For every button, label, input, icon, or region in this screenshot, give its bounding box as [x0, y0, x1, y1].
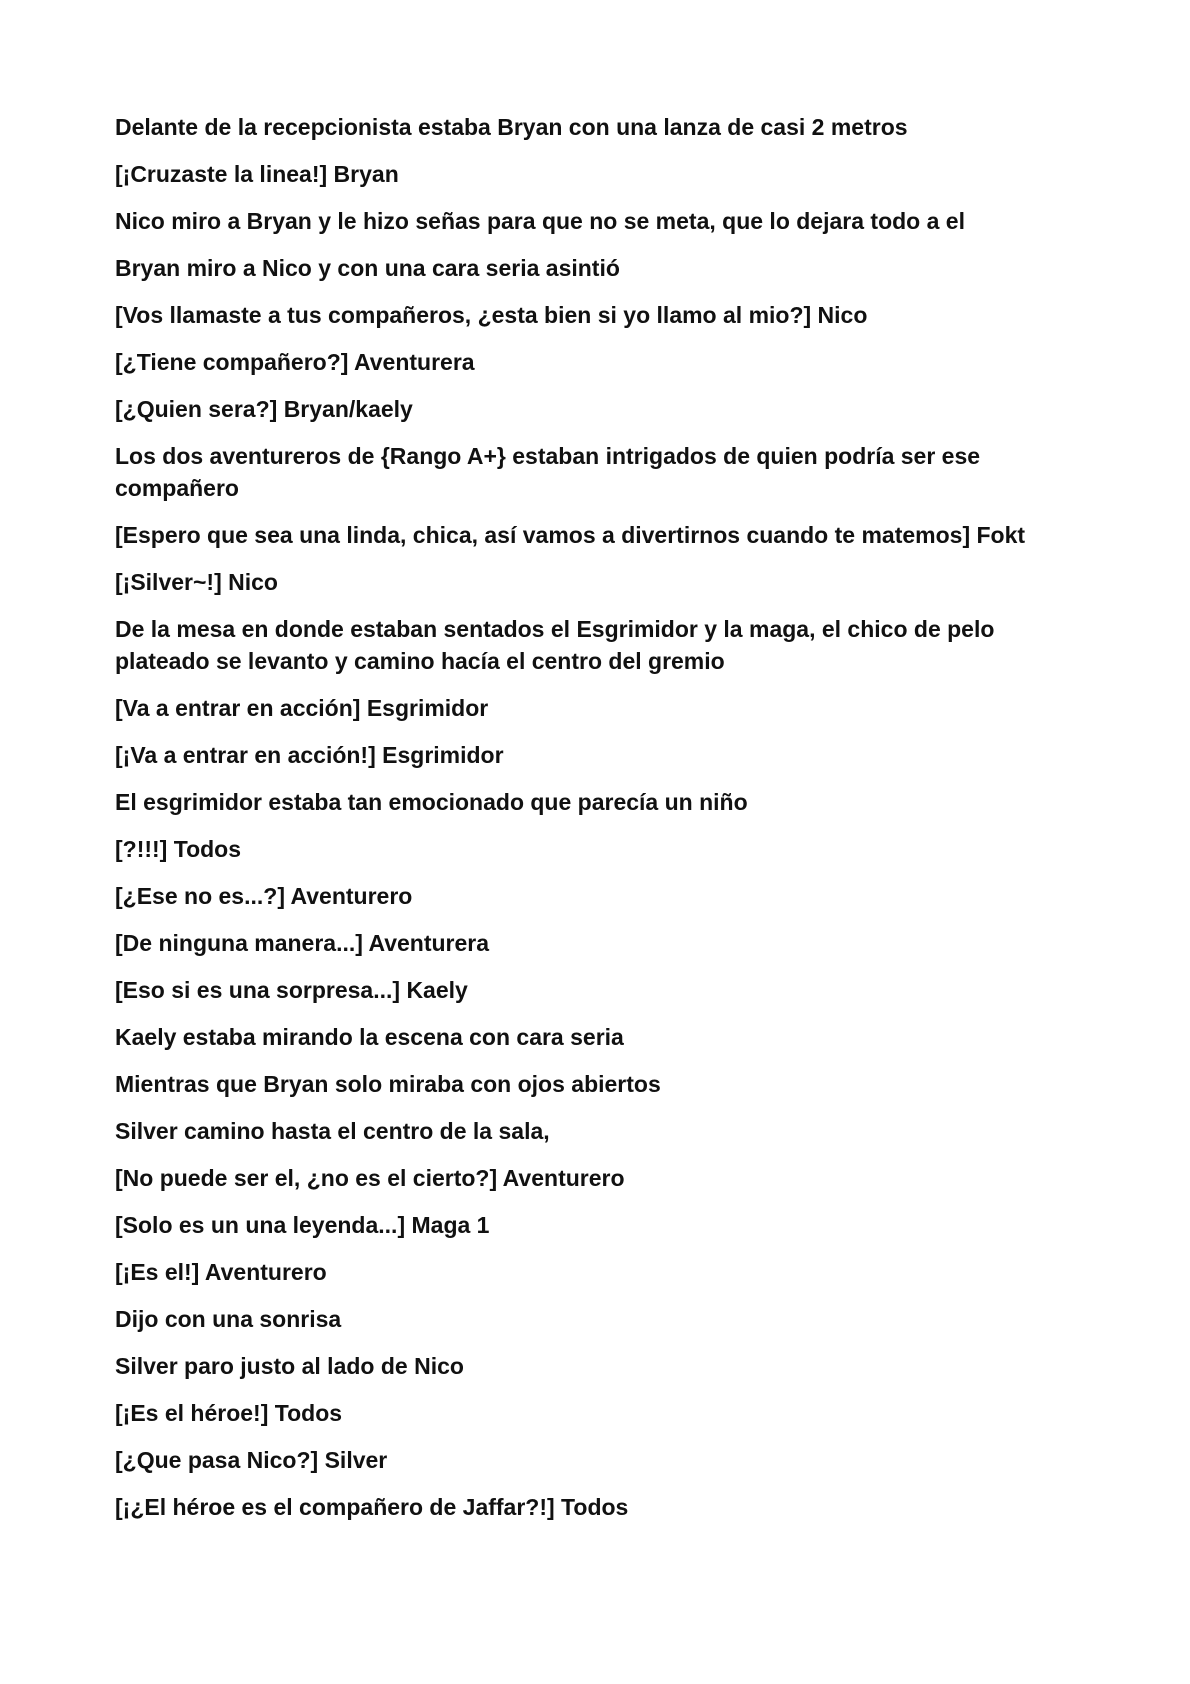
document-body — [115, 111, 1080, 1538]
paragraph: [¡Es el héroe!] Todos — [115, 1400, 343, 1426]
paragraph: Mientras que Bryan solo miraba con ojos abiertos — [115, 1071, 661, 1097]
paragraph: [¿Que pasa Nico?] Silver — [115, 1447, 388, 1473]
paragraph: Silver camino hasta el centro de la sala, — [115, 1118, 550, 1144]
paragraph: Dijo con una sonrisa — [115, 1306, 342, 1332]
paragraph: [Espero que sea una linda, chica, así vamos a divertirnos cuando te matemos] Fokt — [115, 522, 1026, 548]
paragraph: [Eso si es una sorpresa...] Kaely — [115, 977, 468, 1003]
paragraph: El esgrimidor estaba tan emocionado que parecía un niño — [115, 789, 748, 815]
paragraph: [¡¿El héroe es el compañero de Jaffar?!] Todos — [115, 1494, 629, 1520]
paragraph: [De ninguna manera...] Aventurera — [115, 930, 490, 956]
paragraph: [¡Cruzaste la linea!] Bryan — [115, 161, 399, 187]
paragraph: [?!!!] Todos — [115, 836, 242, 862]
paragraph: Bryan miro a Nico y con una cara seria asintió — [115, 255, 620, 281]
paragraph: [No puede ser el, ¿no es el cierto?] Aventurero — [115, 1165, 625, 1191]
paragraph: [Va a entrar en acción] Esgrimidor — [115, 695, 489, 721]
paragraph: De la mesa en donde estaban sentados el Esgrimidor y la maga, el chico de pelo plateado se levanto y camino hacía el centro del gremio — [115, 616, 995, 674]
paragraph: Nico miro a Bryan y le hizo señas para que no se meta, que lo dejara todo a el — [115, 208, 965, 234]
paragraph: [¡Va a entrar en acción!] Esgrimidor — [115, 742, 504, 768]
paragraph: [¡Es el!] Aventurero — [115, 1259, 327, 1285]
paragraph: Delante de la recepcionista estaba Bryan con una lanza de casi 2 metros — [115, 114, 908, 140]
paragraph: [¿Tiene compañero?] Aventurera — [115, 349, 475, 375]
paragraph: [Solo es un una leyenda...] Maga 1 — [115, 1212, 490, 1238]
paragraph: [¿Quien sera?] Bryan/kaely — [115, 396, 413, 422]
paragraph: Kaely estaba mirando la escena con cara seria — [115, 1024, 624, 1050]
paragraph: Los dos aventureros de {Rango A+} estaban intrigados de quien podría ser ese compañero — [115, 443, 981, 501]
paragraph: [¡Silver~!] Nico — [115, 569, 278, 595]
paragraph: Silver paro justo al lado de Nico — [115, 1353, 464, 1379]
paragraph: [¿Ese no es...?] Aventurero — [115, 883, 413, 909]
paragraph: [Vos llamaste a tus compañeros, ¿esta bien si yo llamo al mio?] Nico — [115, 302, 868, 328]
